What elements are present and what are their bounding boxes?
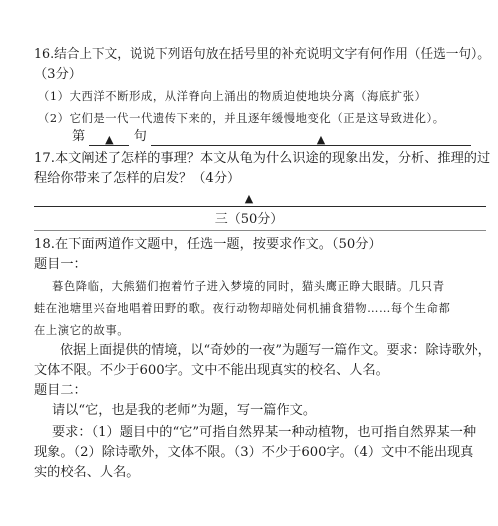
q18-topic1-text-3: 在上演它的故事。 bbox=[34, 324, 130, 337]
q16-answer-mid: 句 bbox=[133, 129, 147, 144]
q18-topic1-text-2: 蛙在池塘里兴奋地唱着田野的歌。夜行动物却暗处伺机捕食猎物……每个生命都 bbox=[34, 302, 451, 315]
answer-triangle-marker: ▲ bbox=[105, 133, 114, 146]
q18-topic1-requirement-2: 文体不限。不少于600字。文中不能出现真实的校名、人名。 bbox=[34, 363, 389, 378]
q16-points: （3分） bbox=[34, 67, 82, 82]
q16-sentence-1: （1）大西洋不断形成，从洋脊向上涌出的物质迫使地块分离（海底扩张） bbox=[38, 90, 427, 103]
q18-topic1-requirement-1: 依据上面提供的情境，以“奇妙的一夜”为题写一篇作文。要求：除诗歌外， bbox=[60, 343, 491, 358]
q16-answer-prefix: 第 bbox=[72, 129, 86, 144]
section-divider bbox=[34, 230, 486, 231]
q16-answer-line bbox=[72, 128, 471, 146]
q18-topic1-label: 题目一： bbox=[34, 257, 87, 272]
answer-triangle-marker: ▲ bbox=[316, 133, 326, 146]
q16-stem: 16.结合上下文，说说下列语句放在括号里的补充说明文字有何作用（任选一句）。 bbox=[34, 47, 490, 62]
q18-topic2-text: 请以“它，也是我的老师”为题，写一篇作文。 bbox=[52, 403, 317, 418]
section-3-heading: 三（50分） bbox=[214, 212, 284, 227]
q18-topic2-requirement-2: 现象。（2）除诗歌外，文体不限。（3）不少于600字。（4）文中不能出现真 bbox=[34, 445, 474, 460]
q17-answer-triangle: ▲ bbox=[244, 192, 254, 205]
q18-topic1-text-1: 暮色降临，大熊猫们抱着竹子进入梦境的同时，猫头鹰正睁大眼睛。几只青 bbox=[52, 280, 445, 293]
q17-stem-line-1: 17.本文阐述了怎样的事理？本文从龟为什么识途的现象出发，分析、推理的过 bbox=[34, 151, 491, 166]
q16-sentence-number-blank[interactable] bbox=[89, 131, 129, 146]
q17-answer-rule[interactable] bbox=[34, 206, 486, 207]
q18-topic2-requirement-3: 实的校名、人名。 bbox=[34, 465, 140, 480]
q16-answer-blank[interactable] bbox=[151, 131, 471, 146]
q16-sentence-2: （2）它们是一代一代遗传下来的，并且逐年缓慢地变化（正是这导致进化）。 bbox=[38, 112, 445, 125]
q18-stem: 18.在下面两道作文题中，任选一题，按要求作文。（50分） bbox=[34, 237, 382, 252]
q18-topic2-requirement-1: 要求：（1）题目中的“它”可指自然界某一种动植物，也可指自然界某一种 bbox=[52, 425, 477, 440]
q18-topic2-label: 题目二： bbox=[34, 383, 87, 398]
q17-stem-line-2: 程给你带来了怎样的启发？（4分） bbox=[34, 171, 241, 186]
